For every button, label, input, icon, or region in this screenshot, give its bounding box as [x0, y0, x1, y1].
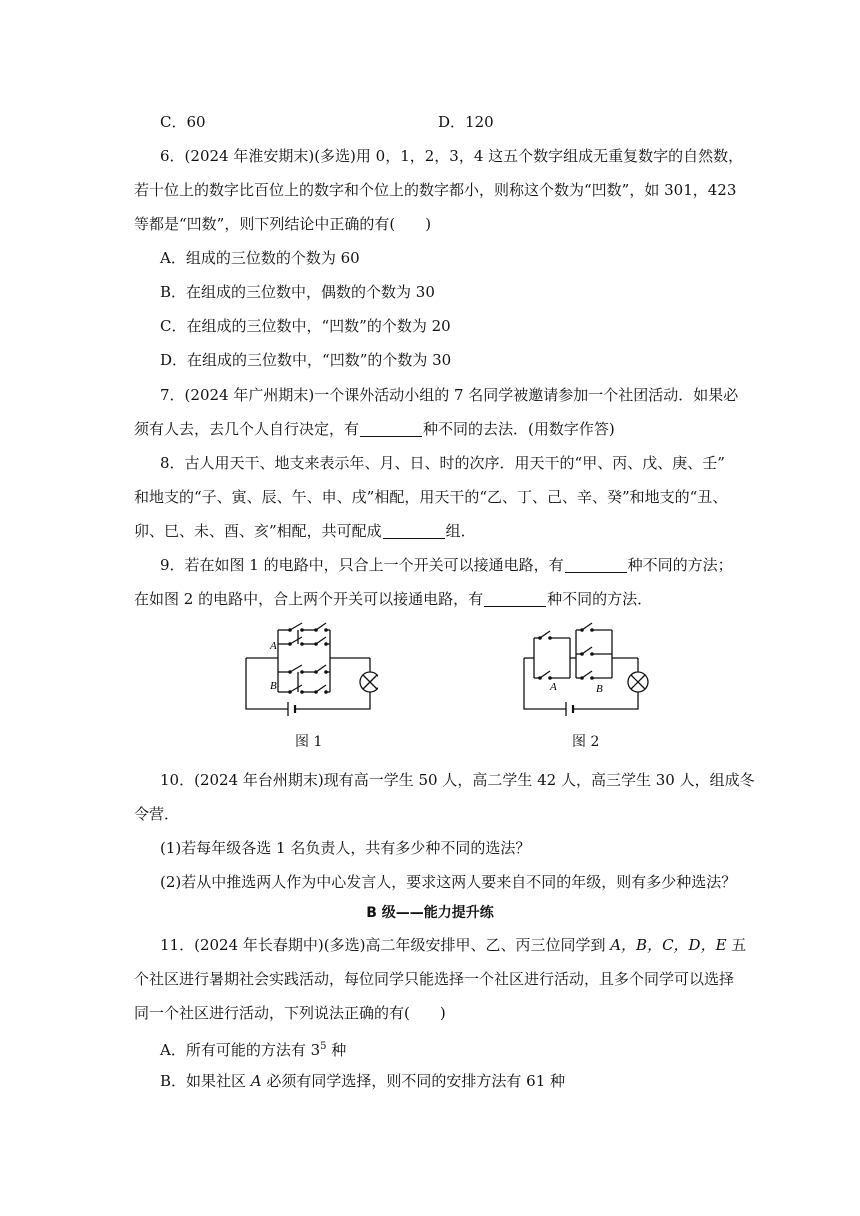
q6-stem-line3-close: )	[425, 215, 432, 233]
q6-stem-line2: 若十位上的数字比百位上的数字和个位上的数字都小，则称这个数为“凹数”，如 301，423	[134, 181, 737, 199]
switch-blade	[582, 671, 592, 678]
label-b: B	[596, 683, 603, 695]
q6-stem-line3-text: 等都是“凹数”，则下列结论中正确的有(	[134, 215, 396, 233]
switch-blade	[582, 623, 592, 630]
q11-option-b-tail: 必须有同学选择，则不同的安排方法有 61 种	[261, 1072, 566, 1090]
q11-option-a-text: A．所有可能的方法有 3	[160, 1041, 321, 1059]
q8-stem-line1: 8．古人用天干、地支来表示年、月、日、时的次序．用天干的“甲、丙、戊、庚、壬”	[160, 454, 725, 472]
circuit-figure-2	[512, 616, 658, 720]
q11-stem-line2: 个社区进行暑期社会实践活动，每位同学只能选择一个社区进行活动，且多个同学可以选择	[134, 970, 735, 988]
q11-option-a-exponent: 5	[320, 1041, 327, 1052]
switch-blade	[290, 623, 302, 630]
q10-part-1: (1)若每年级各选 1 名负责人，共有多少种不同的选法？	[160, 839, 531, 857]
fill-blank	[360, 421, 422, 437]
switch-blade	[540, 671, 550, 678]
q6-stem-line1: 6．(2024 年淮安期末)(多选)用 0，1，2，3，4 这五个数字组成无重复数字的自然数，	[160, 147, 744, 165]
switch-blade	[316, 623, 326, 630]
switch-blade	[290, 637, 302, 644]
lamp-icon	[360, 672, 378, 692]
switch-blade	[290, 685, 302, 692]
q8-stem-line3	[134, 521, 476, 541]
q6-option-a: A．组成的三位数的个数为 60	[160, 249, 360, 267]
q8-stem-line3-tail: 组．	[445, 522, 476, 540]
q9-stem-line2	[134, 589, 652, 609]
q11-stem-line1-tail: 五	[726, 936, 747, 954]
q11-option-b	[160, 1071, 565, 1091]
switch-blade	[316, 637, 326, 644]
switch-blade	[582, 647, 592, 654]
q11-community-letters: A，B，C，D，E	[610, 936, 727, 954]
q11-stem-line3-close: )	[439, 1004, 446, 1022]
switch-blade	[290, 665, 302, 672]
section-heading: B 级——能力提升练	[366, 905, 494, 921]
q9-stem-line1-tail: 种不同的方法；	[627, 556, 733, 574]
q9-stem-line1-text: 9．若在如图 1 的电路中，只合上一个开关可以接通电路，有	[160, 556, 564, 574]
q6-option-c: C．在组成的三位数中，“凹数”的个数为 20	[160, 317, 451, 335]
q5-option-c: C．60	[160, 113, 206, 131]
q9-stem-line1	[160, 555, 733, 575]
q6-option-b: B．在组成的三位数中，偶数的个数为 30	[160, 283, 435, 301]
fill-blank	[565, 557, 627, 573]
q10-part-2: (2)若从中推选两人作为中心发言人，要求这两人要来自不同的年级，则有多少种选法？	[160, 873, 737, 891]
q7-stem-line2	[134, 419, 615, 439]
figure-1-caption: 图 1	[295, 734, 323, 750]
q7-stem-line1: 7．(2024 年广州期末)一个课外活动小组的 7 名同学被邀请参加一个社团活动．如果必	[160, 386, 739, 404]
label-a: A	[270, 640, 277, 652]
q11-stem-line3	[134, 1003, 446, 1023]
label-b: B	[270, 680, 277, 692]
q11-option-b-text: B．如果社区	[160, 1072, 251, 1090]
q11-option-a	[160, 1037, 346, 1060]
q9-stem-line2-tail: 种不同的方法．	[547, 590, 653, 608]
circuit-figure-1	[232, 616, 378, 720]
wire	[246, 658, 288, 709]
q10-stem-line2: 令营．	[134, 805, 180, 823]
q6-stem-line3	[134, 214, 431, 234]
q11-stem-line3-text: 同一个社区进行活动，下列说法正确的有(	[134, 1004, 410, 1022]
switch-blade	[316, 665, 326, 672]
q6-option-d: D．在组成的三位数中，“凹数”的个数为 30	[160, 351, 452, 369]
q10-stem-line1: 10．(2024 年台州期末)现有高一学生 50 人，高二学生 42 人，高三学生 30 人，组成冬	[160, 771, 755, 789]
wire	[296, 692, 370, 709]
q7-stem-line2-text: 须有人去，去几个人自行决定，有	[134, 420, 360, 438]
q11-option-b-letter: A	[250, 1072, 262, 1090]
q11-option-a-tail: 种	[326, 1041, 347, 1059]
q8-stem-line3-text: 卯、巳、未、酉、亥”相配，共可配成	[134, 522, 382, 540]
q9-stem-line2-text: 在如图 2 的电路中，合上两个开关可以接通电路，有	[134, 590, 484, 608]
q5-option-d: D．120	[438, 113, 494, 131]
q7-stem-line2-tail: 种不同的去法．(用数字作答)	[423, 420, 615, 438]
q8-stem-line2: 和地支的“子、寅、辰、午、申、戌”相配，用天干的“乙、丁、己、辛、癸”和地支的“丑、	[134, 488, 728, 506]
figure-2-caption: 图 2	[572, 734, 600, 750]
q11-stem-line1	[160, 935, 746, 955]
switch-blade	[316, 685, 326, 692]
fill-blank	[484, 591, 546, 607]
fill-blank	[383, 523, 445, 539]
q11-stem-line1-text: 11．(2024 年长春期中)(多选)高二年级安排甲、乙、丙三位同学到	[160, 936, 611, 954]
switch-blade	[540, 631, 550, 638]
label-a: A	[550, 681, 557, 693]
